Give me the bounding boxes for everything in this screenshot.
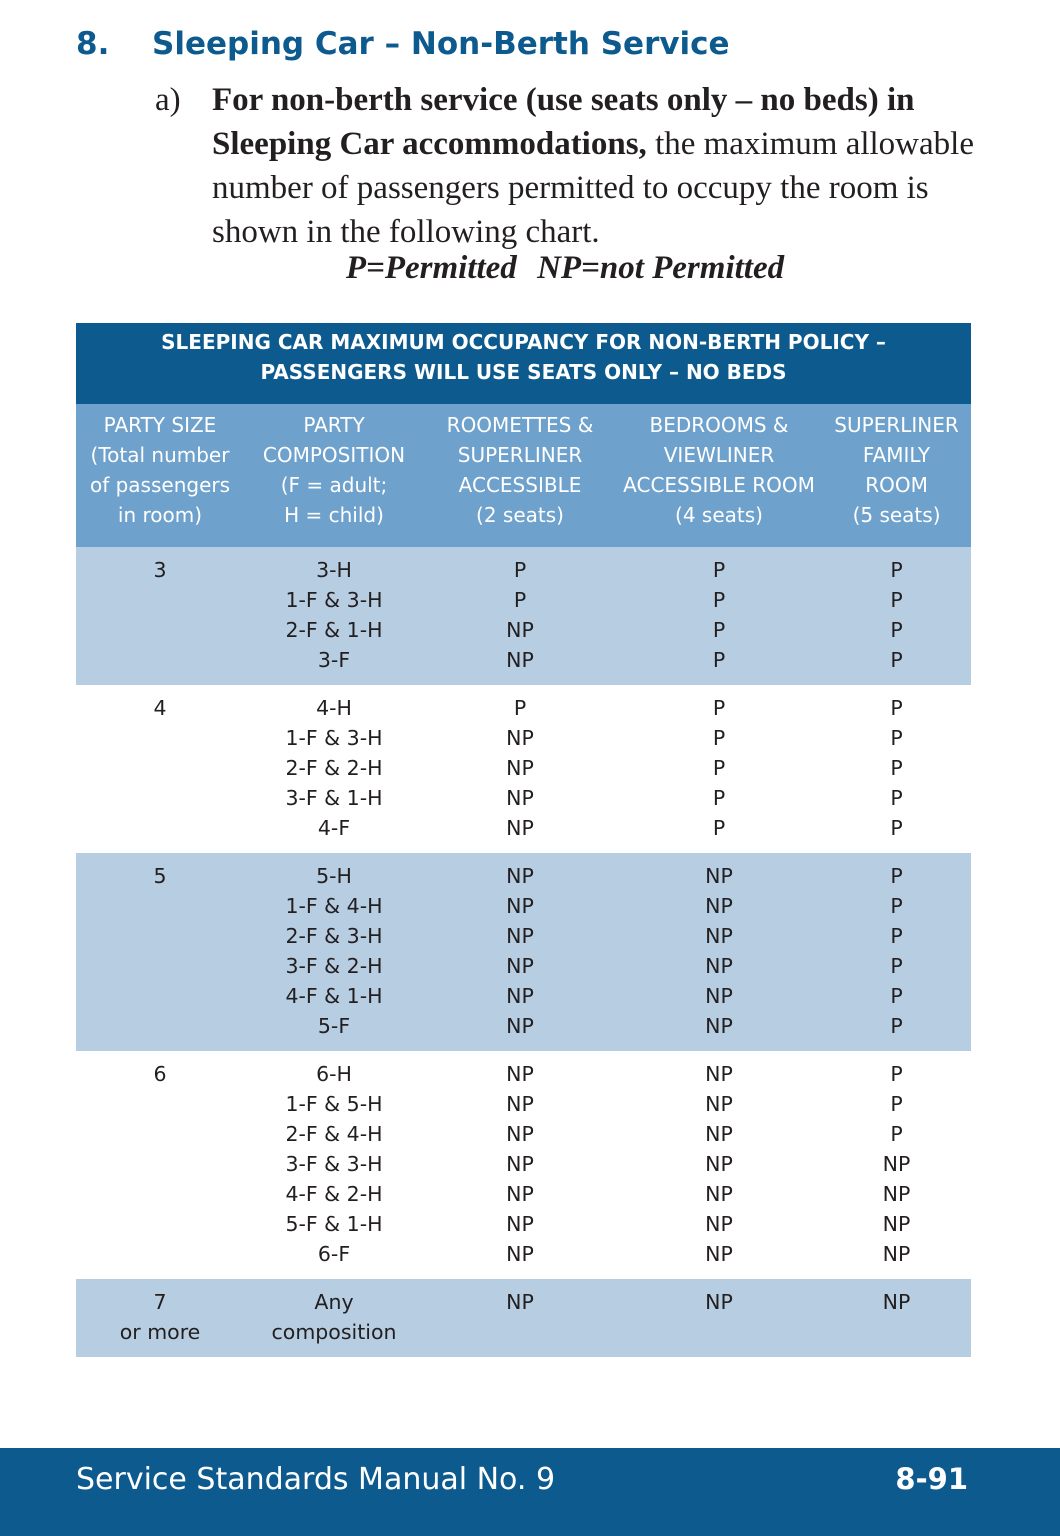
cell-line: P bbox=[890, 786, 903, 810]
cell-line: NP bbox=[882, 1242, 911, 1266]
cell-line: NP bbox=[705, 1062, 733, 1086]
cell-line: P bbox=[712, 786, 726, 810]
cell-line: P bbox=[890, 1092, 903, 1116]
column-header-line: ACCESSIBLE ROOM bbox=[623, 473, 815, 497]
cell-line: P bbox=[513, 558, 527, 582]
cell-line: 6-F bbox=[317, 1242, 351, 1266]
cell-line: P bbox=[890, 984, 903, 1008]
cell-line: P bbox=[890, 1062, 903, 1086]
cell-line: NP bbox=[506, 1212, 534, 1236]
cell-line: NP bbox=[506, 1242, 534, 1266]
family-room-header bbox=[822, 404, 971, 547]
cell-line: NP bbox=[705, 954, 733, 978]
bedrooms-cell bbox=[616, 685, 822, 853]
section-number: 8. bbox=[76, 26, 110, 62]
column-header-line: FAMILY bbox=[862, 443, 931, 467]
cell-line: 7 bbox=[153, 1290, 167, 1314]
cell-line: NP bbox=[705, 1092, 733, 1116]
page-number: 8-91 bbox=[895, 1462, 968, 1496]
cell-line: P bbox=[890, 648, 903, 672]
column-header-line: of passengers bbox=[89, 473, 231, 497]
cell-line: P bbox=[890, 558, 903, 582]
cell-line: 5 bbox=[153, 864, 167, 888]
column-header-line: (4 seats) bbox=[675, 503, 763, 527]
column-header-line: (5 seats) bbox=[852, 503, 941, 527]
cell-line: 1-F & 3-H bbox=[285, 588, 383, 612]
cell-line: 3 bbox=[153, 558, 167, 582]
bedrooms-header bbox=[616, 404, 822, 547]
bedrooms-cell bbox=[616, 1279, 822, 1357]
column-header-line: BEDROOMS & bbox=[649, 413, 789, 437]
intro-body bbox=[212, 78, 975, 254]
cell-line: 3-F & 1-H bbox=[285, 786, 383, 810]
cell-line: 1-F & 4-H bbox=[285, 894, 383, 918]
composition-cell bbox=[244, 547, 424, 685]
table-body bbox=[76, 547, 971, 1357]
cell-line: NP bbox=[506, 1182, 534, 1206]
cell-line: NP bbox=[705, 1122, 733, 1146]
cell-line: P bbox=[890, 924, 903, 948]
cell-line: NP bbox=[506, 756, 534, 780]
cell-line: NP bbox=[705, 864, 733, 888]
column-header-line: H = child) bbox=[284, 503, 384, 527]
cell-line: 2-F & 3-H bbox=[285, 924, 383, 948]
cell-line: P bbox=[890, 1122, 903, 1146]
cell-line: Any bbox=[314, 1290, 354, 1314]
party-composition-header bbox=[244, 404, 424, 547]
cell-line: NP bbox=[506, 786, 534, 810]
cell-line: NP bbox=[705, 1014, 733, 1038]
cell-line: P bbox=[890, 816, 903, 840]
table-row bbox=[76, 547, 971, 685]
intro-bold-text: For non-berth service (use seats only – no beds) in Sleeping Car accommodations, bbox=[212, 82, 915, 162]
roomettes-cell bbox=[424, 685, 616, 853]
cell-line: P bbox=[890, 1014, 903, 1038]
family-room-cell bbox=[822, 1279, 971, 1357]
cell-line: NP bbox=[506, 954, 534, 978]
column-header-line: SUPERLINER bbox=[834, 413, 959, 437]
cell-line: NP bbox=[506, 1122, 534, 1146]
cell-line: 2-F & 4-H bbox=[285, 1122, 383, 1146]
footer-manual-title: Service Standards Manual No. 9 bbox=[76, 1462, 556, 1497]
column-header-line: PARTY bbox=[303, 413, 365, 437]
roomettes-cell bbox=[424, 1051, 616, 1279]
cell-line: P bbox=[890, 954, 903, 978]
cell-line: NP bbox=[506, 984, 534, 1008]
banner-line: PASSENGERS WILL USE SEATS ONLY – NO BEDS bbox=[260, 360, 787, 384]
cell-line: NP bbox=[506, 1014, 534, 1038]
cell-line: NP bbox=[882, 1212, 911, 1236]
cell-line: 3-H bbox=[316, 558, 352, 582]
column-header-line: (F = adult; bbox=[280, 473, 388, 497]
cell-line: 1-F & 5-H bbox=[285, 1092, 383, 1116]
cell-line: 4-F & 2-H bbox=[285, 1182, 383, 1206]
cell-line: 1-F & 3-H bbox=[285, 726, 383, 750]
cell-line: P bbox=[712, 696, 726, 720]
section-title-text: Sleeping Car – Non-Berth Service bbox=[152, 26, 730, 62]
cell-line: P bbox=[712, 816, 726, 840]
column-header-line: PARTY SIZE bbox=[103, 413, 217, 437]
cell-line: P bbox=[712, 558, 726, 582]
cell-line: 6-H bbox=[316, 1062, 352, 1086]
cell-line: NP bbox=[882, 1182, 911, 1206]
cell-line: P bbox=[890, 756, 903, 780]
cell-line: NP bbox=[506, 1152, 534, 1176]
cell-line: P bbox=[890, 864, 903, 888]
cell-line: NP bbox=[506, 894, 534, 918]
family-room-cell bbox=[822, 547, 971, 685]
legend-permitted: P=Permitted bbox=[345, 250, 517, 286]
cell-line: NP bbox=[506, 1092, 534, 1116]
cell-line: 5-H bbox=[316, 864, 352, 888]
cell-line: 3-F bbox=[317, 648, 351, 672]
intro-paragraph bbox=[155, 78, 975, 254]
cell-line: NP bbox=[705, 1182, 733, 1206]
intro-regular-text: the maximum allowable number of passengers permitted to occupy the room is shown in the following chart. bbox=[212, 126, 974, 250]
table-banner-row bbox=[76, 323, 971, 404]
table-row bbox=[76, 1051, 971, 1279]
party-size-cell bbox=[76, 853, 244, 1051]
cell-line: 4-F bbox=[317, 816, 351, 840]
party-size-cell bbox=[76, 1279, 244, 1357]
party-size-cell bbox=[76, 547, 244, 685]
cell-line: NP bbox=[705, 984, 733, 1008]
cell-line: P bbox=[712, 618, 726, 642]
cell-line: P bbox=[890, 894, 903, 918]
cell-line: 4-H bbox=[316, 696, 352, 720]
cell-line: 6 bbox=[153, 1062, 167, 1086]
cell-line: NP bbox=[705, 1242, 733, 1266]
column-header-line: VIEWLINER bbox=[663, 443, 775, 467]
roomettes-header bbox=[424, 404, 616, 547]
column-header-line: ROOMETTES & bbox=[446, 413, 594, 437]
item-letter: a) bbox=[155, 82, 181, 118]
cell-line: 3-F & 3-H bbox=[285, 1152, 383, 1176]
occupancy-table bbox=[76, 323, 971, 1357]
roomettes-cell bbox=[424, 547, 616, 685]
column-header-line: in room) bbox=[117, 503, 203, 527]
family-room-cell bbox=[822, 685, 971, 853]
cell-line: NP bbox=[506, 1062, 534, 1086]
cell-line: P bbox=[890, 588, 903, 612]
banner-line: SLEEPING CAR MAXIMUM OCCUPANCY FOR NON-BERTH POLICY – bbox=[161, 330, 886, 354]
cell-line: NP bbox=[882, 1290, 911, 1314]
legend-not-permitted: NP=not Permitted bbox=[537, 250, 785, 286]
column-header-line: ACCESSIBLE bbox=[458, 473, 582, 497]
cell-line: or more bbox=[119, 1320, 201, 1344]
bedrooms-cell bbox=[616, 547, 822, 685]
cell-line: composition bbox=[271, 1320, 397, 1344]
roomettes-cell bbox=[424, 1279, 616, 1357]
cell-line: NP bbox=[506, 618, 534, 642]
cell-line: NP bbox=[506, 924, 534, 948]
family-room-cell bbox=[822, 853, 971, 1051]
column-header-line: (Total number bbox=[90, 443, 230, 467]
cell-line: NP bbox=[705, 894, 733, 918]
cell-line: 5-F & 1-H bbox=[285, 1212, 383, 1236]
cell-line: P bbox=[712, 648, 726, 672]
cell-line: 2-F & 1-H bbox=[285, 618, 383, 642]
cell-line: 4-F & 1-H bbox=[285, 984, 383, 1008]
table-row bbox=[76, 853, 971, 1051]
column-header-line: SUPERLINER bbox=[457, 443, 583, 467]
cell-line: NP bbox=[506, 864, 534, 888]
column-header-row bbox=[76, 404, 971, 547]
cell-line: P bbox=[890, 726, 903, 750]
cell-line: P bbox=[890, 696, 903, 720]
cell-line: P bbox=[712, 588, 726, 612]
family-room-cell bbox=[822, 1051, 971, 1279]
cell-line: NP bbox=[705, 1152, 733, 1176]
cell-line: P bbox=[712, 726, 726, 750]
composition-cell bbox=[244, 1279, 424, 1357]
cell-line: NP bbox=[705, 1212, 733, 1236]
table-banner bbox=[76, 323, 971, 404]
cell-line: NP bbox=[506, 648, 534, 672]
composition-cell bbox=[244, 685, 424, 853]
cell-line: NP bbox=[506, 1290, 534, 1314]
cell-line: P bbox=[712, 756, 726, 780]
composition-cell bbox=[244, 853, 424, 1051]
cell-line: P bbox=[513, 696, 527, 720]
column-header-line: (2 seats) bbox=[476, 503, 564, 527]
cell-line: NP bbox=[882, 1152, 911, 1176]
page-footer bbox=[0, 1448, 1060, 1536]
party-size-cell bbox=[76, 685, 244, 853]
roomettes-cell bbox=[424, 853, 616, 1051]
column-header-line: COMPOSITION bbox=[262, 443, 406, 467]
cell-line: P bbox=[513, 588, 527, 612]
bedrooms-cell bbox=[616, 853, 822, 1051]
cell-line: NP bbox=[705, 1290, 733, 1314]
section-title bbox=[76, 26, 730, 62]
cell-line: NP bbox=[506, 816, 534, 840]
bedrooms-cell bbox=[616, 1051, 822, 1279]
table-row bbox=[76, 1279, 971, 1357]
cell-line: NP bbox=[705, 924, 733, 948]
party-size-cell bbox=[76, 1051, 244, 1279]
table-row bbox=[76, 685, 971, 853]
cell-line: 2-F & 2-H bbox=[285, 756, 383, 780]
cell-line: 5-F bbox=[317, 1014, 351, 1038]
cell-line: P bbox=[890, 618, 903, 642]
legend bbox=[0, 250, 1060, 287]
cell-line: NP bbox=[506, 726, 534, 750]
cell-line: 3-F & 2-H bbox=[285, 954, 383, 978]
composition-cell bbox=[244, 1051, 424, 1279]
column-header-line: ROOM bbox=[865, 473, 928, 497]
cell-line: 4 bbox=[153, 696, 167, 720]
party-size-header bbox=[76, 404, 244, 547]
